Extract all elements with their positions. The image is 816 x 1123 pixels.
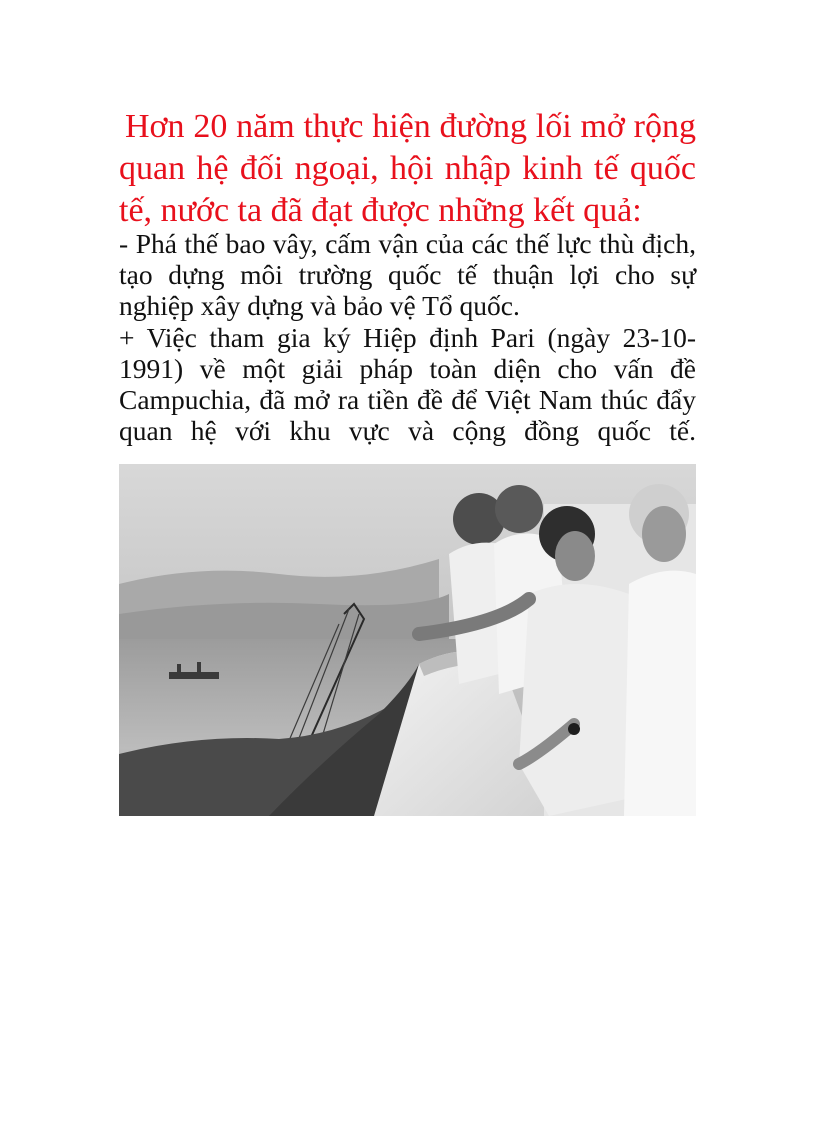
heading-text: Hơn 20 năm thực hiện đường lối mở rộng quan hệ đối ngoại, hội nhập kinh tế quốc tế, nước ta đã đạt được những kết quả: bbox=[119, 108, 696, 229]
paragraph-paris-agreement: + Việc tham gia ký Hiệp định Pari (ngày 23-10-1991) về một giải pháp toàn diện cho vấn đề Campuchia, đã mở ra tiền đề để Việt Nam thúc đẩy quan hệ với khu vực và cộng đồng quốc tế. bbox=[119, 321, 696, 447]
slide-heading bbox=[119, 106, 696, 232]
boat bbox=[169, 672, 219, 679]
photo-illustration bbox=[119, 464, 696, 816]
paragraph-blockade: - Phá thế bao vây, cấm vận của các thế lực thù địch, tạo dựng môi trường quốc tế thuận lợi cho sự nghiệp xây dựng và bảo vệ Tổ quốc. bbox=[119, 228, 696, 322]
body-text bbox=[119, 228, 696, 446]
historical-photo bbox=[119, 464, 696, 816]
